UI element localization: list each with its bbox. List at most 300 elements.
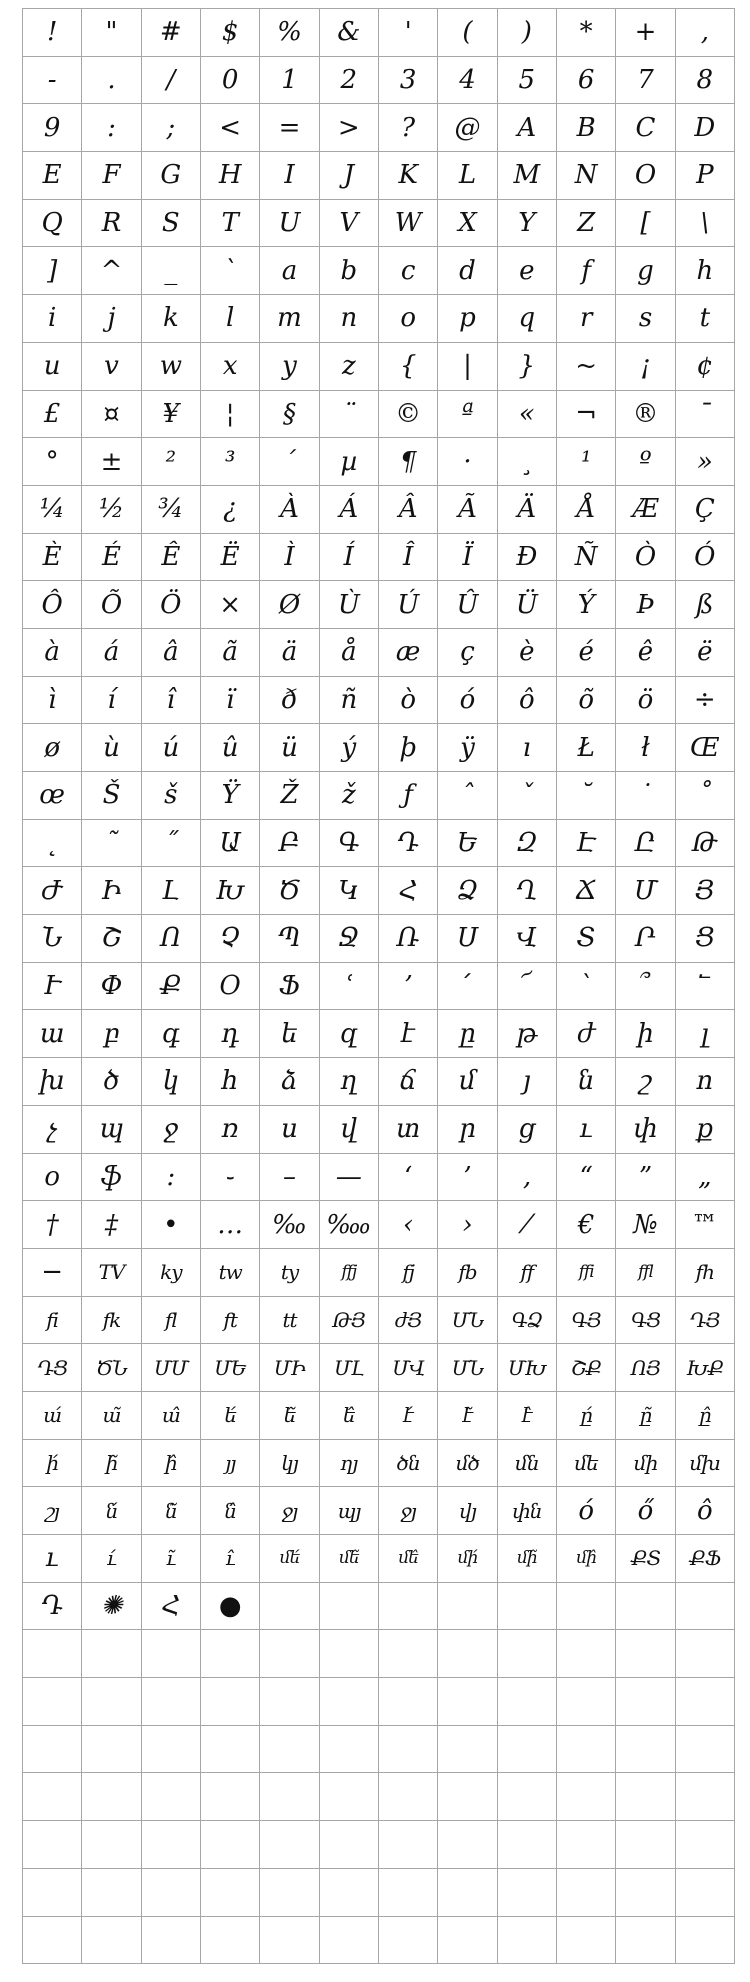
- empty-cell: [616, 1678, 675, 1726]
- glyph-cell: ճ: [379, 1058, 438, 1106]
- glyph-cell: ԴՅ: [676, 1297, 735, 1345]
- glyph-cell: ւ: [557, 1106, 616, 1154]
- glyph-cell: ˆ: [438, 772, 497, 820]
- glyph-cell: ¢: [676, 343, 735, 391]
- glyph-cell: ö: [616, 677, 675, 725]
- empty-cell: [260, 1917, 319, 1965]
- glyph-cell: fj: [379, 1249, 438, 1297]
- glyph-cell: fh: [676, 1249, 735, 1297]
- glyph-cell: ¡: [616, 343, 675, 391]
- empty-cell: [498, 1821, 557, 1869]
- empty-cell: [557, 1917, 616, 1965]
- glyph-cell: ù: [82, 724, 141, 772]
- glyph-cell: Ô: [23, 581, 82, 629]
- glyph-cell: Ä: [498, 486, 557, 534]
- glyph-cell: ë: [676, 629, 735, 677]
- glyph-cell: =: [260, 104, 319, 152]
- glyph-cell: ÷: [676, 677, 735, 725]
- glyph-cell: |: [438, 343, 497, 391]
- glyph-cell: :: [82, 104, 141, 152]
- glyph-cell: Ò: [616, 534, 675, 582]
- glyph-cell: µ: [320, 438, 379, 486]
- empty-cell: [142, 1630, 201, 1678]
- glyph-cell: 6: [557, 57, 616, 105]
- glyph-cell: ½: [82, 486, 141, 534]
- empty-cell: [557, 1773, 616, 1821]
- glyph-cell: t: [676, 295, 735, 343]
- empty-cell: [438, 1583, 497, 1631]
- glyph-cell: „: [676, 1154, 735, 1202]
- glyph-cell: N: [557, 152, 616, 200]
- glyph-cell: ¹: [557, 438, 616, 486]
- glyph-cell: _: [142, 247, 201, 295]
- empty-cell: [557, 1630, 616, 1678]
- empty-cell: [142, 1678, 201, 1726]
- glyph-cell: ky: [142, 1249, 201, 1297]
- empty-cell: [320, 1583, 379, 1631]
- glyph-cell: Ֆ: [260, 963, 319, 1011]
- glyph-cell: Ս: [438, 915, 497, 963]
- empty-cell: [438, 1869, 497, 1917]
- glyph-cell: Ր: [616, 915, 675, 963]
- glyph-cell: ը̃: [616, 1392, 675, 1440]
- glyph-cell: Ծ: [260, 867, 319, 915]
- empty-cell: [379, 1821, 438, 1869]
- glyph-cell: fi: [23, 1297, 82, 1345]
- glyph-cell: S: [142, 200, 201, 248]
- glyph-cell: ՔՖ: [676, 1535, 735, 1583]
- glyph-cell: ՄԻ: [260, 1344, 319, 1392]
- glyph-cell: ֊: [201, 1154, 260, 1202]
- glyph-cell: 9: [23, 104, 82, 152]
- glyph-cell: ³: [201, 438, 260, 486]
- empty-cell: [23, 1869, 82, 1917]
- glyph-cell: ն̂: [201, 1487, 260, 1535]
- glyph-cell: fb: [438, 1249, 497, 1297]
- glyph-cell: ›: [438, 1201, 497, 1249]
- glyph-cell: Š: [82, 772, 141, 820]
- glyph-cell: U: [260, 200, 319, 248]
- glyph-cell: +: [616, 9, 675, 57]
- glyph-cell: (: [438, 9, 497, 57]
- glyph-cell: ը: [438, 1010, 497, 1058]
- glyph-cell: ՈՅ: [616, 1344, 675, 1392]
- empty-cell: [320, 1821, 379, 1869]
- empty-cell: [498, 1917, 557, 1965]
- glyph-cell: •: [142, 1201, 201, 1249]
- glyph-cell: բ: [82, 1010, 141, 1058]
- glyph-cell: Û: [438, 581, 497, 629]
- glyph-cell: ": [82, 9, 141, 57]
- empty-cell: [142, 1773, 201, 1821]
- glyph-cell: է̃: [438, 1392, 497, 1440]
- glyph-cell: Ñ: [557, 534, 616, 582]
- glyph-cell: ffi: [557, 1249, 616, 1297]
- glyph-cell: Þ: [616, 581, 675, 629]
- glyph-cell: X: [438, 200, 497, 248]
- glyph-cell: ô: [676, 1487, 735, 1535]
- glyph-cell: մե̂: [379, 1535, 438, 1583]
- glyph-cell: ': [379, 9, 438, 57]
- glyph-cell: գ: [142, 1010, 201, 1058]
- glyph-cell: ±: [82, 438, 141, 486]
- glyph-cell: ՚: [379, 963, 438, 1011]
- glyph-cell: ի̂: [142, 1440, 201, 1488]
- glyph-cell: դ: [201, 1010, 260, 1058]
- glyph-cell: °: [23, 438, 82, 486]
- empty-cell: [82, 1917, 141, 1965]
- glyph-cell: ֆ: [82, 1154, 141, 1202]
- glyph-cell: ²: [142, 438, 201, 486]
- glyph-cell: մե: [557, 1440, 616, 1488]
- glyph-cell: Ղ: [498, 867, 557, 915]
- glyph-cell: Դ: [379, 820, 438, 868]
- glyph-cell: ffl: [616, 1249, 675, 1297]
- glyph-cell: ժ: [557, 1010, 616, 1058]
- glyph-cell: Ռ: [379, 915, 438, 963]
- glyph-cell: ő: [616, 1487, 675, 1535]
- glyph-cell: B: [557, 104, 616, 152]
- glyph-cell: ⁄: [498, 1201, 557, 1249]
- glyph-cell: û: [201, 724, 260, 772]
- glyph-cell: ի́: [23, 1440, 82, 1488]
- empty-cell: [320, 1678, 379, 1726]
- glyph-cell: «: [498, 391, 557, 439]
- glyph-cell: փ: [616, 1106, 675, 1154]
- empty-cell: [438, 1917, 497, 1965]
- glyph-cell: ¨: [320, 391, 379, 439]
- glyph-cell: h: [676, 247, 735, 295]
- glyph-cell: չ: [23, 1106, 82, 1154]
- glyph-cell: մի̃: [498, 1535, 557, 1583]
- glyph-cell: է́: [379, 1392, 438, 1440]
- glyph-cell: ‱: [320, 1201, 379, 1249]
- glyph-cell: .: [82, 57, 141, 105]
- glyph-cell: ջ: [142, 1106, 201, 1154]
- glyph-cell: ՙ: [320, 963, 379, 1011]
- glyph-cell: T: [201, 200, 260, 248]
- empty-cell: [379, 1678, 438, 1726]
- glyph-cell: œ: [23, 772, 82, 820]
- glyph-cell: š: [142, 772, 201, 820]
- glyph-cell: Ց: [676, 915, 735, 963]
- glyph-cell: ՄՎ: [379, 1344, 438, 1392]
- glyph-cell: È: [23, 534, 82, 582]
- glyph-cell: Թ: [676, 820, 735, 868]
- glyph-cell: à: [23, 629, 82, 677]
- glyph-chart: [22, 8, 735, 1963]
- glyph-cell: Æ: [616, 486, 675, 534]
- glyph-cell: o: [379, 295, 438, 343]
- glyph-cell: Ú: [379, 581, 438, 629]
- glyph-cell: Î: [379, 534, 438, 582]
- glyph-cell: Պ: [260, 915, 319, 963]
- empty-cell: [260, 1678, 319, 1726]
- glyph-cell: ç: [438, 629, 497, 677]
- empty-cell: [260, 1869, 319, 1917]
- glyph-cell: Ê: [142, 534, 201, 582]
- glyph-cell: ՞: [616, 963, 675, 1011]
- glyph-cell: s: [616, 295, 675, 343]
- empty-cell: [379, 1630, 438, 1678]
- glyph-cell: ¾: [142, 486, 201, 534]
- empty-cell: [23, 1726, 82, 1774]
- glyph-cell: C: [616, 104, 675, 152]
- glyph-cell: Z: [557, 200, 616, 248]
- glyph-cell: è: [498, 629, 557, 677]
- empty-cell: [260, 1821, 319, 1869]
- glyph-cell: ©: [379, 391, 438, 439]
- glyph-cell: l: [201, 295, 260, 343]
- glyph-cell: ●: [201, 1583, 260, 1631]
- glyph-cell: /: [142, 57, 201, 105]
- glyph-cell: r: [557, 295, 616, 343]
- glyph-cell: fl: [142, 1297, 201, 1345]
- glyph-cell: ե̃: [260, 1392, 319, 1440]
- empty-cell: [260, 1630, 319, 1678]
- glyph-cell: ^: [82, 247, 141, 295]
- glyph-cell: Փ: [82, 963, 141, 1011]
- glyph-cell: a: [260, 247, 319, 295]
- empty-cell: [201, 1869, 260, 1917]
- glyph-cell: ե́: [201, 1392, 260, 1440]
- empty-cell: [201, 1630, 260, 1678]
- glyph-cell: ò: [379, 677, 438, 725]
- glyph-cell: ւ̂: [201, 1535, 260, 1583]
- empty-cell: [676, 1821, 735, 1869]
- glyph-cell: ՜: [498, 963, 557, 1011]
- glyph-cell: Զ: [498, 820, 557, 868]
- glyph-cell: Ø: [260, 581, 319, 629]
- glyph-cell: -: [23, 57, 82, 105]
- glyph-cell: ջյ: [379, 1487, 438, 1535]
- glyph-cell: ՄԼ: [320, 1344, 379, 1392]
- glyph-cell: ª: [438, 391, 497, 439]
- glyph-cell: ł: [616, 724, 675, 772]
- empty-cell: [379, 1726, 438, 1774]
- glyph-cell: Շ: [82, 915, 141, 963]
- empty-cell: [142, 1869, 201, 1917]
- glyph-cell: ft: [201, 1297, 260, 1345]
- glyph-cell: ¦: [201, 391, 260, 439]
- glyph-cell: ¯: [676, 391, 735, 439]
- glyph-cell: օ: [23, 1154, 82, 1202]
- glyph-cell: ԳՁ: [498, 1297, 557, 1345]
- glyph-cell: ¤: [82, 391, 141, 439]
- glyph-cell: 7: [616, 57, 675, 105]
- glyph-cell: Ã: [438, 486, 497, 534]
- glyph-cell: ը́: [557, 1392, 616, 1440]
- glyph-cell: \: [676, 200, 735, 248]
- glyph-cell: ԾՆ: [82, 1344, 141, 1392]
- glyph-cell: Ù: [320, 581, 379, 629]
- glyph-cell: Չ: [201, 915, 260, 963]
- glyph-cell: ,: [676, 9, 735, 57]
- glyph-cell: ¿: [201, 486, 260, 534]
- glyph-cell: †: [23, 1201, 82, 1249]
- glyph-cell: ✺: [82, 1583, 141, 1631]
- glyph-cell: Բ: [260, 820, 319, 868]
- glyph-cell: Ճ: [557, 867, 616, 915]
- glyph-cell: E: [23, 152, 82, 200]
- glyph-cell: ó: [438, 677, 497, 725]
- glyph-cell: Մ: [616, 867, 675, 915]
- glyph-cell: {: [379, 343, 438, 391]
- glyph-cell: ը̂: [676, 1392, 735, 1440]
- glyph-cell: ՄԽ: [498, 1344, 557, 1392]
- glyph-cell: g: [616, 247, 675, 295]
- glyph-cell: ւ́: [82, 1535, 141, 1583]
- glyph-cell: §: [260, 391, 319, 439]
- glyph-cell: Ë: [201, 534, 260, 582]
- glyph-cell: TV: [82, 1249, 141, 1297]
- glyph-cell: Œ: [676, 724, 735, 772]
- glyph-cell: x: [201, 343, 260, 391]
- empty-cell: [320, 1869, 379, 1917]
- glyph-cell: æ: [379, 629, 438, 677]
- glyph-cell: tw: [201, 1249, 260, 1297]
- glyph-cell: Ó: [676, 534, 735, 582]
- glyph-cell: ՄՆ: [438, 1297, 497, 1345]
- glyph-cell: F: [82, 152, 141, 200]
- empty-cell: [438, 1726, 497, 1774]
- glyph-cell: ‡: [82, 1201, 141, 1249]
- glyph-cell: G: [142, 152, 201, 200]
- glyph-cell: ե̂: [320, 1392, 379, 1440]
- glyph-cell: Á: [320, 486, 379, 534]
- glyph-cell: շ: [616, 1058, 675, 1106]
- glyph-grid: [22, 8, 735, 1964]
- glyph-cell: [: [616, 200, 675, 248]
- glyph-cell: ‚: [498, 1154, 557, 1202]
- glyph-cell: ա: [23, 1010, 82, 1058]
- glyph-cell: Ì: [260, 534, 319, 582]
- glyph-cell: ՇՔ: [557, 1344, 616, 1392]
- glyph-cell: Ե: [438, 820, 497, 868]
- glyph-cell: ty: [260, 1249, 319, 1297]
- glyph-cell: e: [498, 247, 557, 295]
- glyph-cell: մե̃: [320, 1535, 379, 1583]
- empty-cell: [438, 1821, 497, 1869]
- empty-cell: [201, 1678, 260, 1726]
- glyph-cell: ՝: [557, 963, 616, 1011]
- glyph-cell: ռ: [201, 1106, 260, 1154]
- empty-cell: [616, 1583, 675, 1631]
- glyph-cell: №: [616, 1201, 675, 1249]
- glyph-cell: 8: [676, 57, 735, 105]
- empty-cell: [438, 1678, 497, 1726]
- glyph-cell: մի́: [438, 1535, 497, 1583]
- empty-cell: [676, 1583, 735, 1631]
- empty-cell: [557, 1726, 616, 1774]
- empty-cell: [676, 1773, 735, 1821]
- glyph-cell: ô: [498, 677, 557, 725]
- glyph-cell: c: [379, 247, 438, 295]
- empty-cell: [82, 1678, 141, 1726]
- glyph-cell: Հ: [379, 867, 438, 915]
- glyph-cell: ն́: [82, 1487, 141, 1535]
- glyph-cell: Ի: [82, 867, 141, 915]
- glyph-cell: ø: [23, 724, 82, 772]
- empty-cell: [557, 1821, 616, 1869]
- glyph-cell: Գ: [320, 820, 379, 868]
- glyph-cell: Տ: [557, 915, 616, 963]
- glyph-cell: վ: [320, 1106, 379, 1154]
- empty-cell: [379, 1917, 438, 1965]
- glyph-cell: ն: [557, 1058, 616, 1106]
- glyph-cell: v: [82, 343, 141, 391]
- glyph-cell: ջյ: [260, 1487, 319, 1535]
- glyph-cell: 2: [320, 57, 379, 105]
- glyph-cell: պյ: [320, 1487, 379, 1535]
- glyph-cell: K: [379, 152, 438, 200]
- empty-cell: [201, 1917, 260, 1965]
- glyph-cell: #: [142, 9, 201, 57]
- glyph-cell: ԽՔ: [676, 1344, 735, 1392]
- glyph-cell: ա̂: [142, 1392, 201, 1440]
- empty-cell: [142, 1726, 201, 1774]
- glyph-cell: $: [201, 9, 260, 57]
- glyph-cell: ó: [557, 1487, 616, 1535]
- glyph-cell: մ: [438, 1058, 497, 1106]
- glyph-cell: ƒ: [379, 772, 438, 820]
- glyph-cell: փն: [498, 1487, 557, 1535]
- glyph-cell: ˛: [23, 820, 82, 868]
- glyph-cell: i: [23, 295, 82, 343]
- glyph-cell: Է: [557, 820, 616, 868]
- empty-cell: [201, 1773, 260, 1821]
- glyph-cell: Ա: [201, 820, 260, 868]
- glyph-cell: մծ: [438, 1440, 497, 1488]
- glyph-cell: ¼: [23, 486, 82, 534]
- glyph-cell: Ւ: [23, 963, 82, 1011]
- glyph-cell: …: [201, 1201, 260, 1249]
- glyph-cell: Ձ: [438, 867, 497, 915]
- glyph-cell: Ö: [142, 581, 201, 629]
- glyph-cell: “: [557, 1154, 616, 1202]
- glyph-cell: º: [616, 438, 675, 486]
- glyph-cell: ս: [260, 1106, 319, 1154]
- glyph-cell: Ջ: [320, 915, 379, 963]
- glyph-cell: ï: [201, 677, 260, 725]
- glyph-cell: ՟: [676, 963, 735, 1011]
- glyph-cell: ˙: [616, 772, 675, 820]
- glyph-cell: Խ: [201, 867, 260, 915]
- glyph-cell: tt: [260, 1297, 319, 1345]
- glyph-cell: É: [82, 534, 141, 582]
- glyph-cell: y: [260, 343, 319, 391]
- glyph-cell: Í: [320, 534, 379, 582]
- glyph-cell: R: [82, 200, 141, 248]
- glyph-cell: ւ̃: [142, 1535, 201, 1583]
- glyph-cell: k: [142, 295, 201, 343]
- glyph-cell: ո: [676, 1058, 735, 1106]
- glyph-cell: 5: [498, 57, 557, 105]
- glyph-cell: Ç: [676, 486, 735, 534]
- glyph-cell: }: [498, 343, 557, 391]
- empty-cell: [557, 1678, 616, 1726]
- empty-cell: [320, 1726, 379, 1774]
- empty-cell: [320, 1773, 379, 1821]
- empty-cell: [23, 1917, 82, 1965]
- glyph-cell: <: [201, 104, 260, 152]
- glyph-cell: –: [260, 1154, 319, 1202]
- glyph-cell: D: [676, 104, 735, 152]
- glyph-cell: ՄՆ: [438, 1344, 497, 1392]
- glyph-cell: ի̃: [82, 1440, 141, 1488]
- glyph-cell: ծն: [379, 1440, 438, 1488]
- empty-cell: [557, 1869, 616, 1917]
